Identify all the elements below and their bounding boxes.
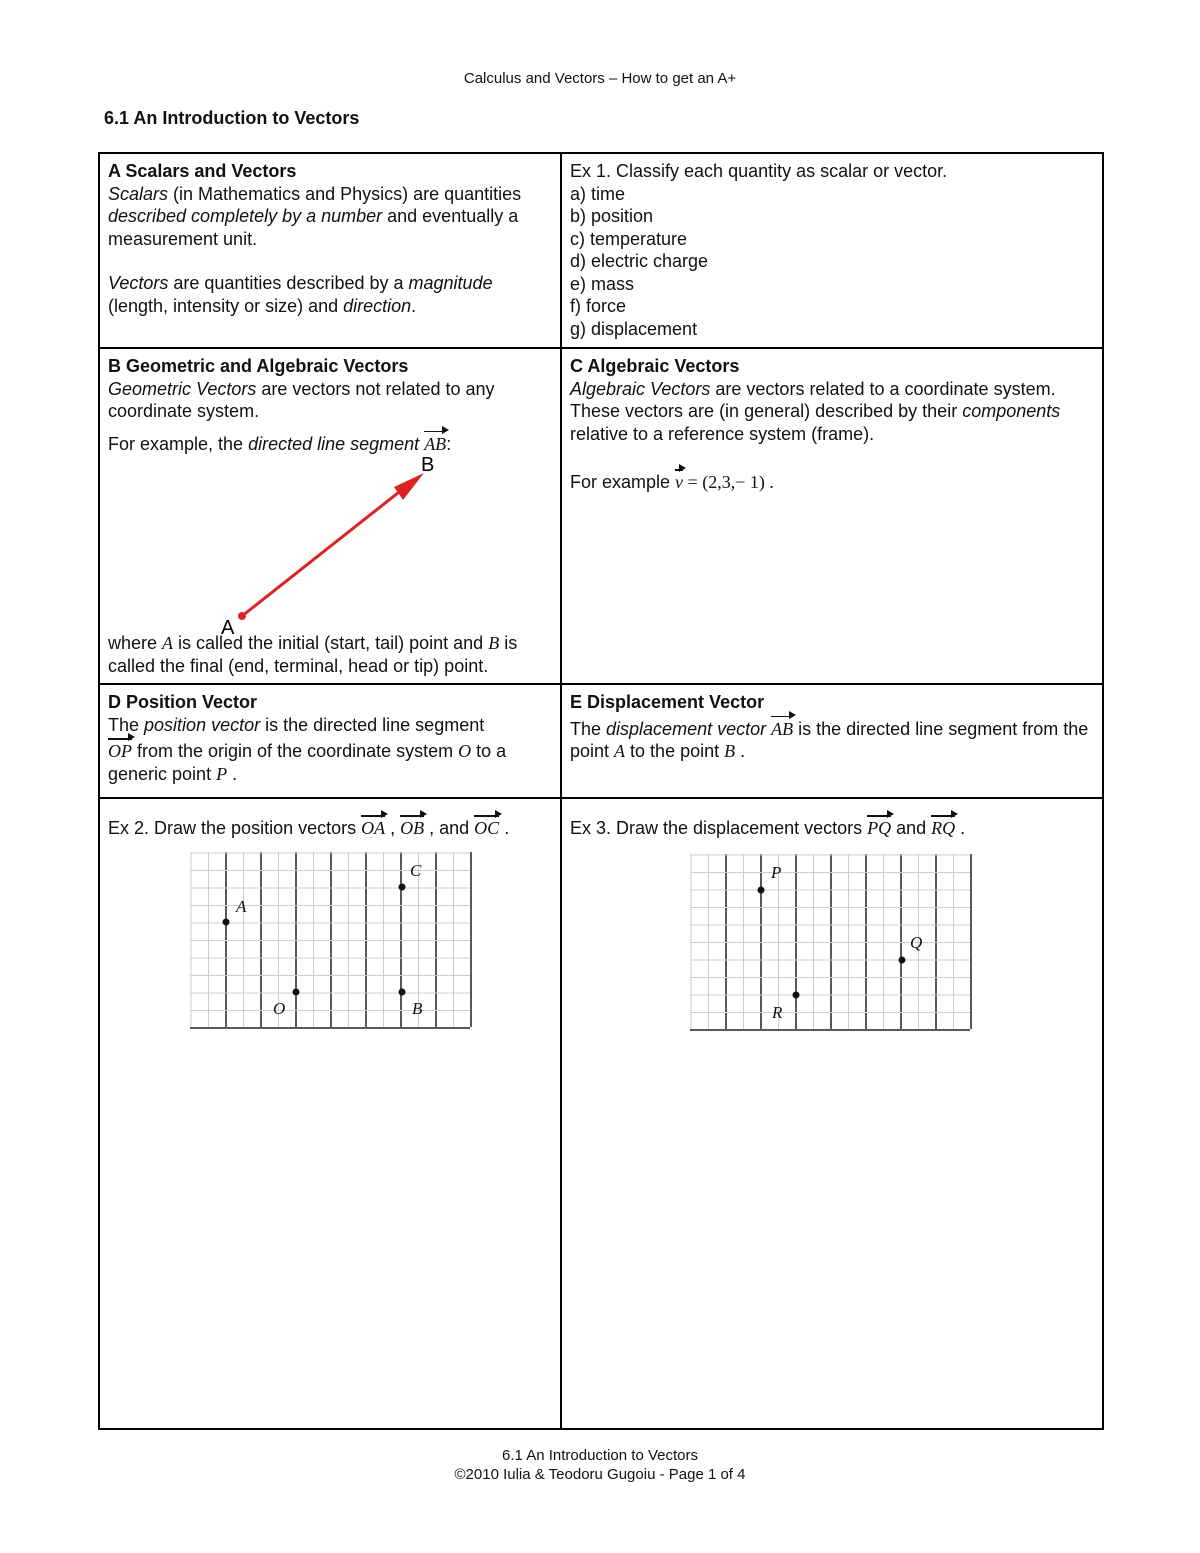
point-q-label: Q [910, 932, 923, 952]
point-c-label: C [410, 860, 422, 880]
vector-v-symbol: v [675, 467, 683, 494]
point-b-dot [399, 988, 406, 995]
ex1-item: f) force [570, 296, 627, 316]
point-b-label: B [421, 454, 435, 476]
vector-ab-symbol: AB [771, 714, 793, 741]
section-d-cell [99, 684, 561, 798]
ex1-item: g) displacement [570, 318, 698, 339]
vector-pq-symbol: PQ [867, 813, 891, 840]
point-r-label: R [772, 1002, 783, 1022]
ex3-cell [561, 798, 1103, 1429]
components-text: These vectors are (in general) described by their components relative to a reference system (frame). [570, 401, 1061, 444]
ex3-prompt: Ex 3. Draw the displacement vectors PQ and RQ . [570, 813, 1094, 840]
point-b-label: B [412, 998, 423, 1018]
ex2-cell [99, 798, 561, 1429]
running-header: Calculus and Vectors – How to get an A+ [463, 70, 737, 87]
point-o-label: O [273, 998, 286, 1018]
section-d-heading: D Position Vector [108, 692, 258, 712]
ex1-prompt: Ex 1. Classify each quantity as scalar or vector. [570, 161, 948, 181]
vectors-definition: Vectors are quantities described by a magnitude (length, intensity or size) and direction. [108, 273, 493, 316]
section-c-heading: C Algebraic Vectors [570, 356, 740, 376]
section-a-cell [99, 153, 561, 348]
ex2-grid-diagram [190, 852, 480, 1037]
directed-segment-example: For example, the directed line segment AB: [108, 429, 552, 456]
section-e-cell [561, 684, 1103, 798]
point-p-label: P [771, 862, 782, 882]
vector-oc-symbol: OC [474, 813, 499, 840]
ex1-item: c) temperature [570, 228, 688, 249]
geometric-definition: Geometric Vectors are vectors not related to any coordinate system. [108, 378, 495, 421]
vector-op-symbol: OP [108, 736, 132, 763]
vector-ob-symbol: OB [400, 813, 424, 840]
algebraic-definition: Algebraic Vectors are vectors related to a coordinate system. [570, 378, 1056, 399]
scalars-definition: Scalars (in Mathematics and Physics) are quantities described completely by a number and eventually a measurement unit. [108, 183, 522, 249]
point-r-dot [793, 991, 800, 998]
worksheet-table [98, 152, 1104, 1430]
point-a-label: A [221, 617, 235, 639]
where-text: where A is called the initial (start, tail) point and B is called the final (end, terminal, head or tip) point. [108, 633, 518, 676]
ex2-prompt: Ex 2. Draw the position vectors OA , OB , and OC . [108, 813, 552, 840]
algebraic-example: For example v = (2,3,− 1) . [570, 467, 1094, 494]
ex3-grid-diagram [690, 854, 980, 1039]
section-b-cell [99, 348, 561, 684]
section-e-heading: E Displacement Vector [570, 692, 765, 712]
ex1-item: d) electric charge [570, 251, 709, 271]
ex1-cell [561, 153, 1103, 348]
section-c-cell [561, 348, 1103, 684]
section-b-heading: B Geometric and Algebraic Vectors [108, 356, 409, 376]
vector-rq-symbol: RQ [931, 813, 955, 840]
vector-oa-symbol: OA [361, 813, 385, 840]
segment-line [242, 485, 408, 616]
point-p-dot [758, 886, 765, 893]
point-c-dot [399, 883, 406, 890]
ex1-item: a) time [570, 183, 626, 204]
point-a-label: A [236, 896, 247, 916]
footer-title: 6.1 An Introduction to Vectors [502, 1447, 698, 1464]
directed-segment-diagram [108, 355, 554, 677]
vector-ab-symbol: AB [424, 429, 446, 456]
point-q-dot [899, 956, 906, 963]
ex1-item: b) position [570, 206, 654, 226]
tail-point [238, 612, 246, 620]
page-title: 6.1 An Introduction to Vectors [104, 108, 360, 128]
position-vector-text: The position vector is the directed line segment OP from the origin of the coordinate system O to a generic point P . [108, 714, 507, 784]
ex1-item: e) mass [570, 273, 635, 294]
point-o-dot [293, 988, 300, 995]
displacement-vector-text: The displacement vector AB is the directed line segment from the point A to the point B . [570, 714, 1094, 763]
footer-copyright: ©2010 Iulia & Teodoru Gugoiu - Page 1 of 4 [454, 1466, 746, 1483]
arrowhead-icon [394, 473, 424, 500]
point-a-dot [223, 918, 230, 925]
section-a-heading: A Scalars and Vectors [108, 161, 297, 181]
